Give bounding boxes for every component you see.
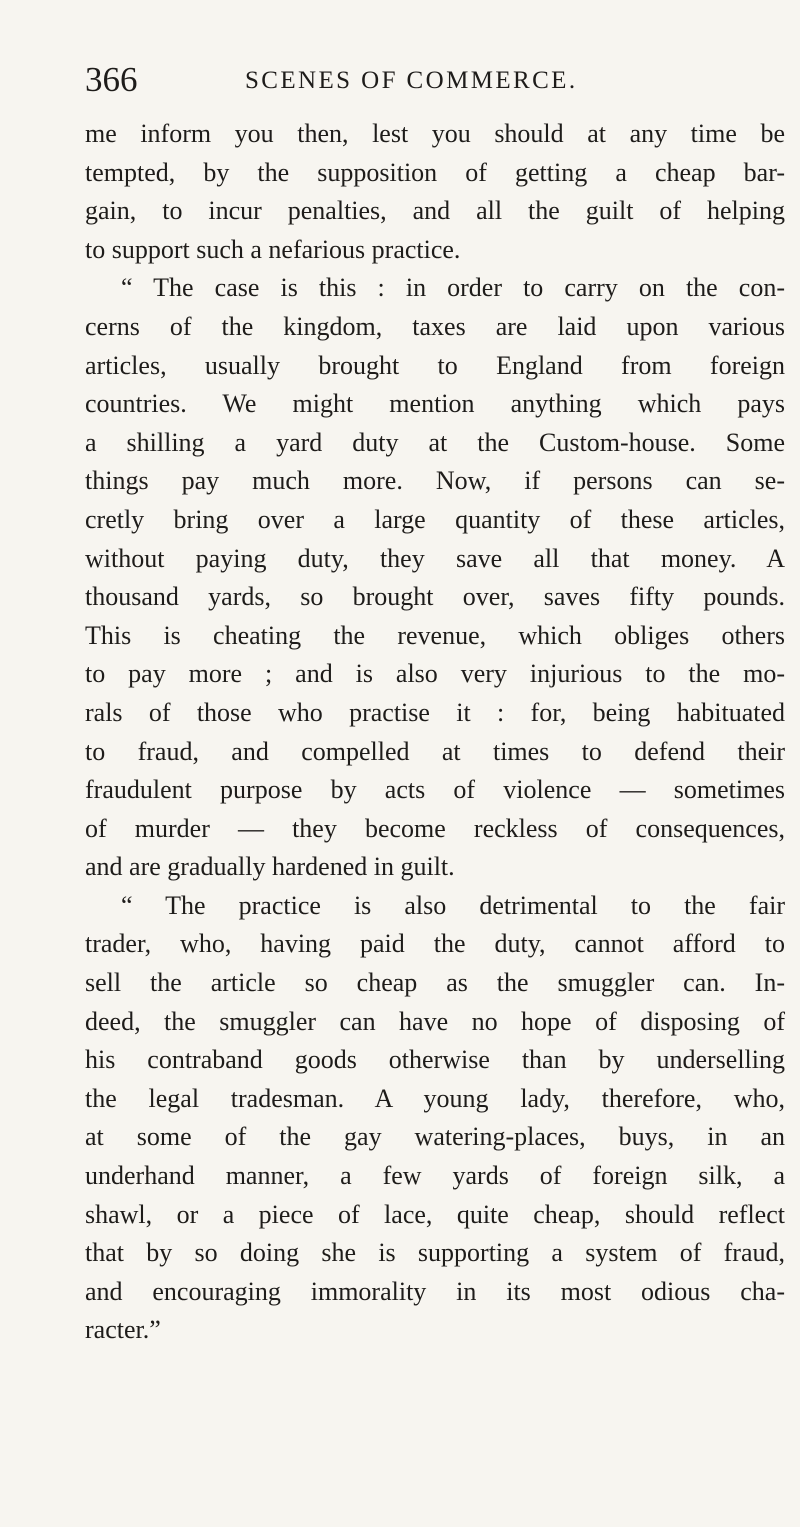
text-line: to support such a nefarious practice. — [85, 234, 461, 264]
text-line: gain, to incur penalties, and all the guilt of helping — [85, 196, 785, 226]
text-line: of murder — they become reckless of consequences, — [85, 813, 785, 843]
text-line: tempted, by the supposition of getting a cheap bar- — [85, 157, 785, 187]
text-line: and encouraging immorality in its most odious cha- — [85, 1276, 785, 1306]
page-number: 366 — [85, 60, 138, 99]
running-title: SCENES OF COMMERCE. — [245, 67, 578, 94]
text-line: cerns of the kingdom, taxes are laid upon various — [85, 311, 785, 341]
text-line: countries. We might mention anything which pays — [85, 389, 785, 419]
text-line: trader, who, having paid the duty, cannot afford to — [85, 929, 785, 959]
text-line: a shilling a yard duty at the Custom-house. Some — [85, 427, 785, 457]
text-line: the legal tradesman. A young lady, therefore, who, — [85, 1083, 785, 1113]
text-line: and are gradually hardened in guilt. — [85, 852, 455, 882]
text-line: articles, usually brought to England from foreign — [85, 350, 785, 380]
text-line: thousand yards, so brought over, saves fifty pounds. — [85, 582, 785, 612]
paragraph-first-line: “ The case is this : in order to carry on the con- — [121, 273, 785, 303]
text-line: rals of those who practise it : for, being habituated — [85, 697, 785, 727]
text-line: his contraband goods otherwise than by underselling — [85, 1045, 785, 1075]
running-head — [0, 60, 800, 100]
text-line: to pay more ; and is also very injurious to the mo- — [85, 659, 785, 689]
text-line: shawl, or a piece of lace, quite cheap, should reflect — [85, 1199, 785, 1229]
text-line: sell the article so cheap as the smuggler can. In- — [85, 968, 785, 998]
text-line: at some of the gay watering-places, buys, in an — [85, 1122, 785, 1152]
text-line: deed, the smuggler can have no hope of disposing of — [85, 1006, 785, 1036]
text-line: things pay much more. Now, if persons can se- — [85, 466, 785, 496]
paragraph-first-line: “ The practice is also detrimental to the fair — [121, 890, 785, 920]
text-line: cretly bring over a large quantity of these articles, — [85, 504, 785, 534]
text-line: fraudulent purpose by acts of violence — sometimes — [85, 775, 785, 805]
text-line: that by so doing she is supporting a system of fraud, — [85, 1238, 785, 1268]
text-line: underhand manner, a few yards of foreign silk, a — [85, 1161, 785, 1191]
text-line: This is cheating the revenue, which obliges others — [85, 620, 785, 650]
text-line: to fraud, and compelled at times to defend their — [85, 736, 785, 766]
body-text — [85, 115, 785, 1350]
text-line: racter.” — [85, 1315, 161, 1345]
text-line: without paying duty, they save all that money. A — [85, 543, 785, 573]
text-line: me inform you then, lest you should at any time be — [85, 119, 785, 148]
